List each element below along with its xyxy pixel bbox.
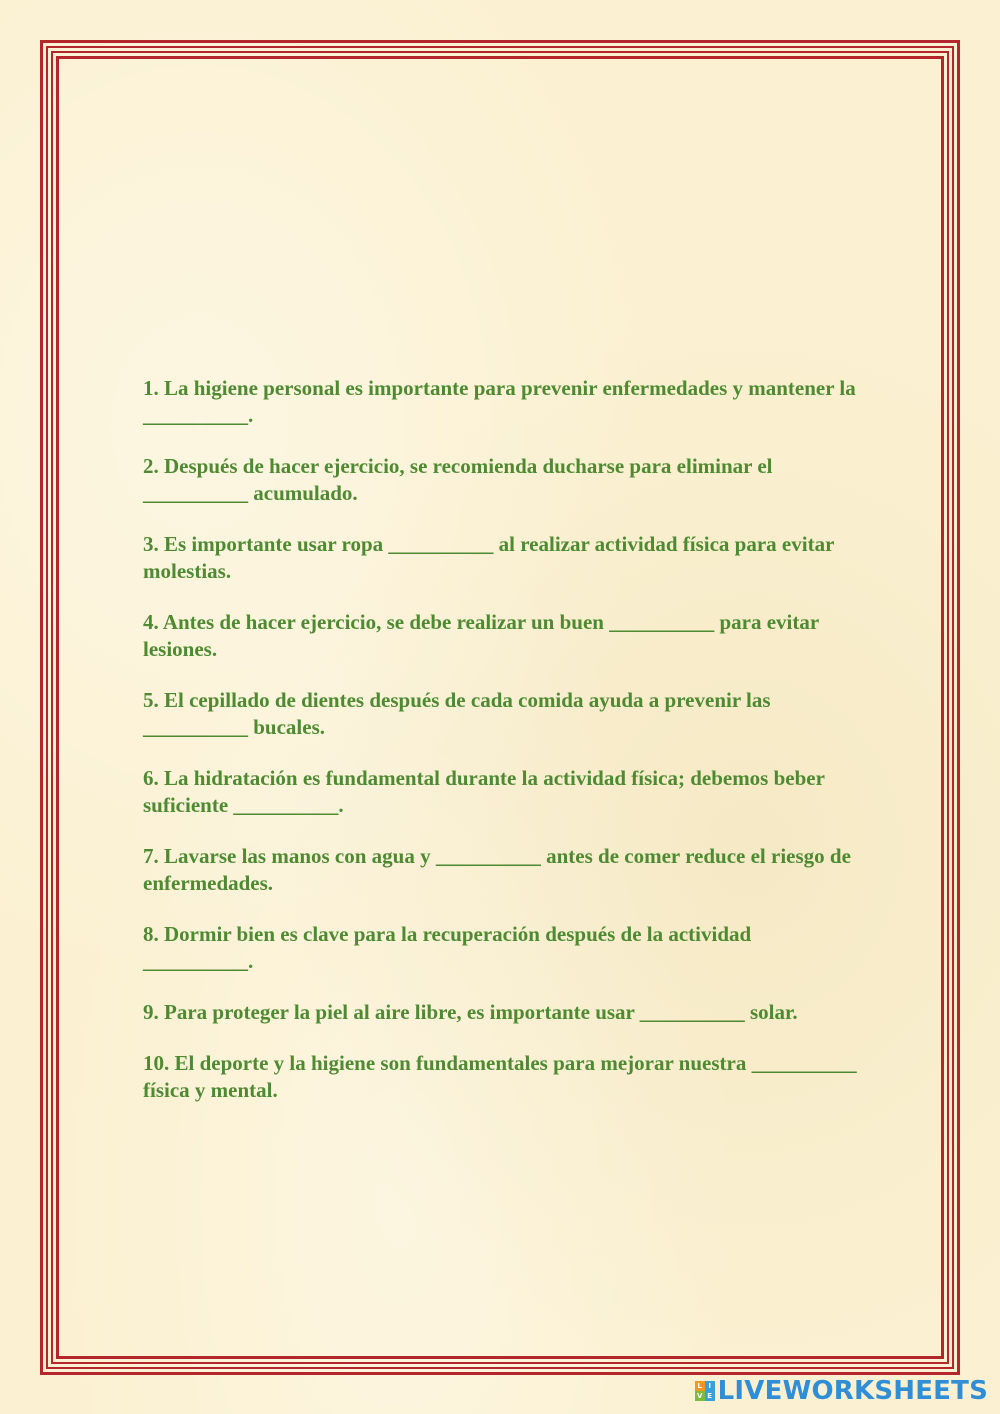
question-3: 3. Es importante usar ropa __________ al realizar actividad física para evitar molestias. [143, 532, 835, 583]
liveworksheets-watermark [695, 1376, 988, 1406]
question-6: 6. La hidratación es fundamental durante la actividad física; debemos beber suficiente __________. [143, 766, 825, 817]
question-4: 4. Antes de hacer ejercicio, se debe realizar un buen __________ para evitar lesiones. [143, 610, 819, 661]
logo-letter-e: E [705, 1391, 715, 1401]
question-list [143, 375, 863, 1128]
question-1: 1. La higiene personal es importante para prevenir enfermedades y mantener la __________. [143, 376, 856, 427]
question-8: 8. Dormir bien es clave para la recuperación después de la actividad __________. [143, 922, 752, 973]
logo-letter-l: L [695, 1381, 705, 1391]
question-7: 7. Lavarse las manos con agua y __________ antes de comer reduce el riesgo de enfermedades. [143, 844, 851, 895]
question-2: 2. Después de hacer ejercicio, se recomienda ducharse para eliminar el __________ acumulado. [143, 454, 773, 505]
logo-letter-v: V [695, 1391, 705, 1401]
question-10: 10. El deporte y la higiene son fundamentales para mejorar nuestra __________ física y mental. [143, 1051, 857, 1102]
question-5: 5. El cepillado de dientes después de cada comida ayuda a prevenir las __________ bucales. [143, 688, 771, 739]
question-9: 9. Para proteger la piel al aire libre, es importante usar __________ solar. [143, 1000, 798, 1024]
watermark-text: LIVEWORKSHEETS [717, 1376, 988, 1406]
logo-letter-i: I [705, 1381, 715, 1391]
liveworksheets-logo-icon [695, 1381, 715, 1401]
